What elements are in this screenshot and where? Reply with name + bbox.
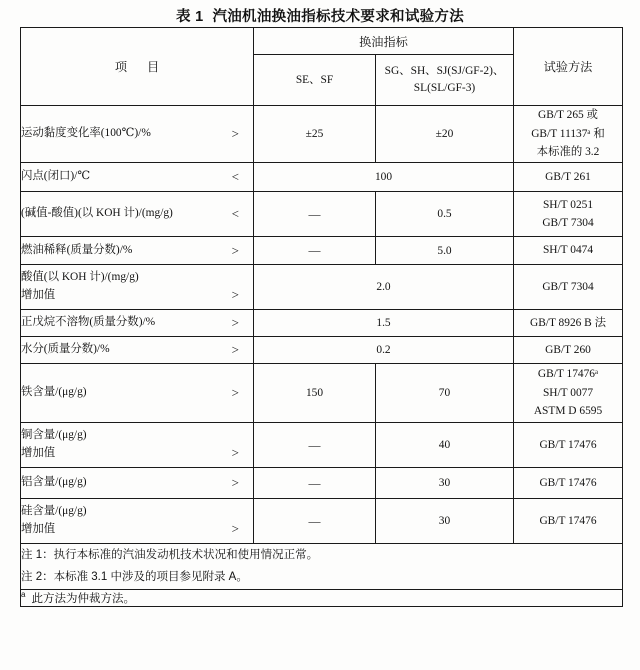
- test-method: GB/T 8926 B 法: [514, 310, 623, 337]
- header-item-a: 项: [114, 60, 127, 74]
- comparison-operator: >: [231, 384, 239, 400]
- footnote-text: 此方法为仲裁方法。: [31, 592, 135, 605]
- item-label-line2: 增加值: [21, 289, 56, 301]
- comparison-operator: <: [231, 205, 239, 221]
- item-label-line1: 酸值(以 KOH 计)/(mg/g): [21, 271, 139, 284]
- method-line: 本标准的 3.2: [536, 146, 600, 159]
- comparison-operator: >: [231, 520, 239, 536]
- value-span: 2.0: [254, 265, 514, 310]
- method-line: GB/T 265 或: [538, 109, 598, 122]
- table-row: [21, 423, 623, 468]
- item-label-line1: 铜含量/(μg/g): [21, 429, 87, 442]
- test-method: GB/T 7304: [514, 265, 623, 310]
- note-1: 注 1：执行本标准的汽油发动机技术状况和使用情况正常。: [21, 549, 319, 561]
- spec-table: [20, 27, 623, 607]
- item-label-line1: 硅含量/(μg/g): [21, 505, 87, 518]
- comparison-operator: >: [231, 341, 239, 357]
- row-item-base-acid: [21, 192, 254, 237]
- test-method: SH/T 0474: [514, 237, 623, 265]
- item-label: (碱值-酸值)(以 KOH 计)/(mg/g): [21, 207, 173, 220]
- value-sg: 40: [376, 423, 514, 468]
- item-label: 闪点(闭口)/℃: [21, 170, 91, 183]
- row-item-pentane-insolubles: [21, 310, 254, 337]
- footnote-marker: a: [21, 590, 26, 600]
- table-title-text: 汽油机油换油指标技术要求和试验方法: [212, 9, 465, 25]
- test-method: GB/T 260: [514, 337, 623, 364]
- value-sg: 30: [376, 499, 514, 544]
- table-footnote: [21, 589, 623, 606]
- item-label: 铝含量/(μg/g): [21, 476, 87, 489]
- comparison-operator: <: [231, 168, 239, 184]
- comparison-operator: >: [231, 314, 239, 330]
- value-sg: 5.0: [376, 237, 514, 265]
- value-se: —: [254, 237, 376, 265]
- method-line: GB/T 17476ᵃ: [537, 368, 599, 381]
- row-item-water: [21, 337, 254, 364]
- table-notes: [21, 544, 623, 590]
- row-item-silicon: [21, 499, 254, 544]
- item-label-line2: 增加值: [21, 523, 56, 535]
- item-label: 铁含量/(μg/g): [21, 386, 87, 399]
- value-se: —: [254, 423, 376, 468]
- value-span: 1.5: [254, 310, 514, 337]
- row-item-acid-value: [21, 265, 254, 310]
- table-row: [21, 163, 623, 192]
- value-sg: 30: [376, 468, 514, 499]
- method-line: SH/T 0077: [542, 386, 594, 399]
- header-col-se: SE、SF: [254, 55, 376, 106]
- test-method: [514, 364, 623, 423]
- comparison-operator: >: [231, 242, 239, 258]
- value-sg: ±20: [376, 106, 514, 163]
- row-item-iron: [21, 364, 254, 423]
- table-row: [21, 237, 623, 265]
- item-label: 水分(质量分数)/%: [21, 343, 110, 356]
- table-row: [21, 468, 623, 499]
- header-group-index: 换油指标: [254, 28, 514, 55]
- table-row: [21, 192, 623, 237]
- table-number: 表 1: [175, 9, 204, 25]
- value-se: ±25: [254, 106, 376, 163]
- notes-row: [21, 544, 623, 590]
- header-item: [21, 28, 254, 106]
- table-row: [21, 265, 623, 310]
- row-item-fuel-dilution: [21, 237, 254, 265]
- item-label-line2: 增加值: [21, 447, 56, 459]
- table-row: [21, 106, 623, 163]
- header-col-sg-line2: SL(SL/GF-3): [413, 82, 476, 94]
- value-se: —: [254, 192, 376, 237]
- note-2: 注 2：本标准 3.1 中涉及的项目参见附录 A。: [21, 571, 248, 584]
- footnote-row: [21, 589, 623, 606]
- comparison-operator: >: [231, 125, 239, 141]
- value-se: 150: [254, 364, 376, 423]
- method-line: ASTM D 6595: [533, 405, 603, 418]
- method-line: SH/T 0251: [542, 198, 594, 211]
- test-method: GB/T 17476: [514, 423, 623, 468]
- row-item-flashpoint: [21, 163, 254, 192]
- comparison-operator: >: [231, 474, 239, 490]
- header-col-sg: [376, 55, 514, 106]
- table-head: [21, 28, 623, 106]
- table-body: [21, 106, 623, 607]
- item-label: 正戊烷不溶物(质量分数)/%: [21, 316, 156, 329]
- row-item-viscosity: [21, 106, 254, 163]
- value-span: 100: [254, 163, 514, 192]
- value-se: —: [254, 468, 376, 499]
- comparison-operator: >: [231, 444, 239, 460]
- spec-table-container: [20, 27, 622, 607]
- test-method: GB/T 17476: [514, 468, 623, 499]
- test-method: [514, 106, 623, 163]
- item-label: 运动黏度变化率(100℃)/%: [21, 127, 151, 140]
- header-row-1: [21, 28, 623, 55]
- value-se: —: [254, 499, 376, 544]
- item-label: 燃油稀释(质量分数)/%: [21, 243, 133, 256]
- table-row: [21, 499, 623, 544]
- header-item-b: 目: [147, 60, 160, 74]
- test-method: [514, 192, 623, 237]
- table-title: [0, 5, 640, 26]
- table-row: [21, 310, 623, 337]
- value-sg: 70: [376, 364, 514, 423]
- header-col-sg-line1: SG、SH、SJ(SJ/GF-2)、: [384, 65, 505, 78]
- table-row: [21, 337, 623, 364]
- test-method: GB/T 17476: [514, 499, 623, 544]
- header-test-method: 试验方法: [514, 28, 623, 106]
- method-line: GB/T 11137ᵃ 和: [531, 127, 605, 140]
- test-method: GB/T 261: [514, 163, 623, 192]
- value-sg: 0.5: [376, 192, 514, 237]
- comparison-operator: >: [231, 286, 239, 302]
- row-item-copper: [21, 423, 254, 468]
- value-span: 0.2: [254, 337, 514, 364]
- method-line: GB/T 7304: [542, 217, 594, 229]
- table-row: [21, 364, 623, 423]
- row-item-aluminium: [21, 468, 254, 499]
